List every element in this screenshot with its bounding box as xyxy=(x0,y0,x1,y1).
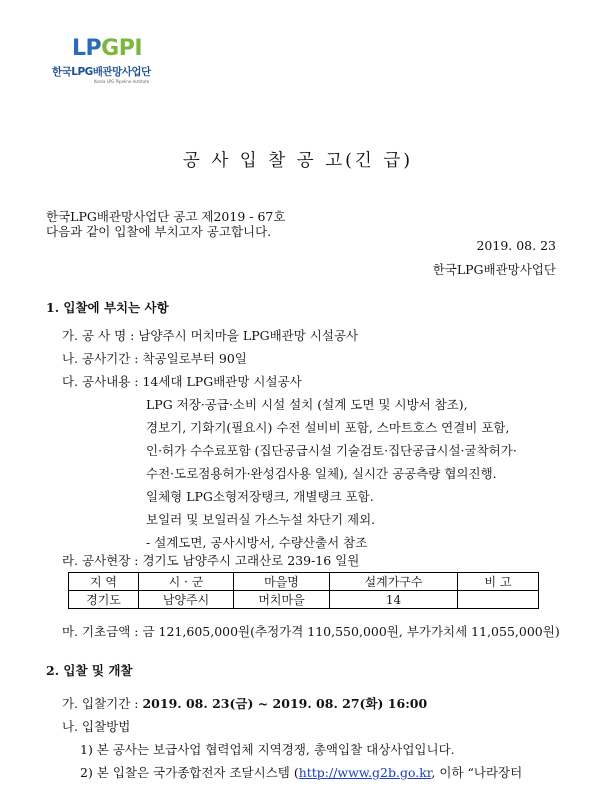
table-cell: 머치마을 xyxy=(234,591,330,609)
construction-period: 나. 공사기간 : 착공일로부터 90일 xyxy=(62,351,247,366)
bid-method-2 xyxy=(80,763,522,781)
table-header-cell: 비 고 xyxy=(458,573,539,591)
table-cell: 남양주시 xyxy=(139,591,234,609)
content-line: - 설계도면, 공사시방서, 수량산출서 참조 xyxy=(146,535,368,550)
construction-content: 다. 공사내용 : 14세대 LPG배관망 시설공사 xyxy=(62,374,302,389)
table-header-cell: 시 · 군 xyxy=(139,573,234,591)
table-header-row xyxy=(69,573,539,591)
document-title: 공 사 입 찰 공 고(긴 급) xyxy=(182,151,414,171)
project-name: 가. 공 사 명 : 남양주시 머치마을 LPG배관망 시설공사 xyxy=(62,328,359,343)
table-header-cell: 설계가구수 xyxy=(330,573,458,591)
section1-heading: 1. 입찰에 부치는 사항 xyxy=(46,300,169,315)
content-line: 수전·도로점용허가·완성검사용 일체), 실시간 공공측량 협의진행. xyxy=(146,466,497,481)
base-amount: 마. 기초금액 : 금 121,605,000원(추정가격 110,550,000원, 부가가치세 11,055,000원) xyxy=(62,624,560,639)
table-cell: 14 xyxy=(330,591,458,609)
issuer-name: 한국LPG배관망사업단 xyxy=(432,262,556,277)
bid-method-1: 1) 본 공사는 보급사업 협력업체 지역경쟁, 총액입찰 대상사업입니다. xyxy=(80,742,455,757)
table-header-cell: 지 역 xyxy=(69,573,139,591)
bid-method-2-prefix: 2) 본 입찰은 국가종합전자 조달시스템 ( xyxy=(80,765,299,780)
region-table xyxy=(68,572,539,609)
bid-period-value: 2019. 08. 23(금) ~ 2019. 08. 27(화) 16:00 xyxy=(142,696,428,711)
table-header-cell: 마을명 xyxy=(234,573,330,591)
notice-date: 2019. 08. 23 xyxy=(476,238,556,253)
bid-method-2-suffix: , 이하 “나라장터 xyxy=(431,765,523,780)
table-cell: 경기도 xyxy=(69,591,139,609)
bid-period xyxy=(62,694,427,712)
g2b-link[interactable]: http://www.g2b.go.kr xyxy=(298,765,432,780)
content-line: LPG 저장·공급·소비 시설 설치 (설계 도면 및 시방서 참조), xyxy=(146,397,468,412)
logo-wordmark xyxy=(72,36,142,61)
construction-site: 라. 공사현장 : 경기도 남양주시 고래산로 239-16 일원 xyxy=(62,553,360,568)
intro-text: 다음과 같이 입찰에 부치고자 공고합니다. xyxy=(46,224,272,239)
bid-method-label: 나. 입찰방법 xyxy=(62,719,131,734)
content-line: 보일러 및 보일러실 가스누설 차단기 제외. xyxy=(146,512,376,527)
logo-wordmark-part2: GPI xyxy=(101,36,143,61)
logo-org-name: 한국LPG배관망사업단 xyxy=(52,66,151,78)
table-row xyxy=(69,591,539,609)
section2-heading: 2. 입찰 및 개찰 xyxy=(46,663,133,678)
logo-wordmark-part1: LP xyxy=(72,36,102,61)
bid-period-label: 가. 입찰기간 : xyxy=(62,696,143,711)
content-line: 인·허가 수수료포함 (집단공급시설 기술검토·집단공급시설·굴착허가· xyxy=(146,443,517,458)
table-cell xyxy=(458,591,539,609)
notice-number: 한국LPG배관망사업단 공고 제2019 - 67호 xyxy=(46,209,286,224)
logo-tagline: Korea LPG Pipeline Institute xyxy=(94,79,150,84)
lpgpi-logo xyxy=(50,30,170,90)
content-line: 경보기, 기화기(필요시) 수전 설비비 포함, 스마트호스 연결비 포함, xyxy=(146,420,510,435)
content-line: 일체형 LPG소형저장탱크, 개별탱크 포함. xyxy=(146,489,374,504)
